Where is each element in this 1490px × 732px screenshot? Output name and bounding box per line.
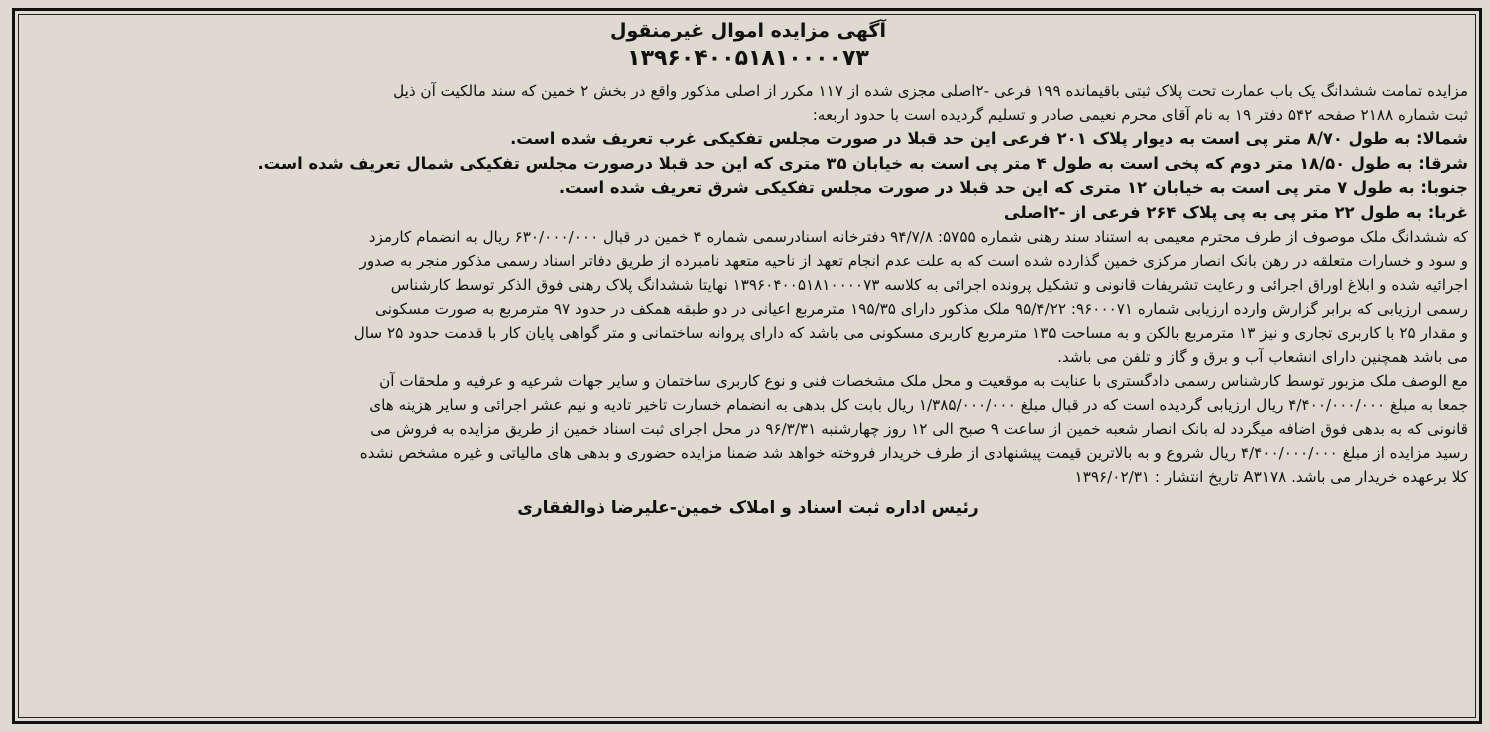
body-line: مزایده تمامت ششدانگ یک باب عمارت تحت پلاک ثبتی باقیمانده ۱۹۹ فرعی -۲اصلی مجزی شده از ۱۱۷ مکرر از اصلی مذکور واقع در بخش ۲ خمین که سند مالکیت آن ذیل	[393, 82, 1468, 100]
notice-title: آگهی مزایده اموال غیرمنقول	[610, 20, 886, 42]
body-line: و مقدار ۲۵ با کاربری تجاری و نیز ۱۳ مترمربع بالکن و به مساحت ۱۳۵ مترمربع کاربری مسکونی می باشد که دارای پروانه ساختمانی و متر گواهی پایان کار با قدمت حدود ۲۵ سال	[353, 324, 1468, 342]
body-line: قانونی که به بدهی فوق اضافه میگردد له بانک انصار شعبه خمین از ساعت ۹ صبح الی ۱۲ روز چهارشنبه ۹۶/۳/۳۱ در محل اجرای ثبت اسناد خمین از طریق مزایده به فروش می	[370, 420, 1468, 438]
body-line: و سود و خسارات متعلقه در رهن بانک انصار مرکزی خمین گذارده شده است که به علت عدم انجام تعهد از ناحیه متعهد نامبرده از طریق دفاتر اسناد رسمی مذکور منجر به صدور	[359, 252, 1468, 270]
notice-content	[28, 18, 1468, 712]
body-line: می باشد همچنین دارای انشعاب آب و برق و گاز و تلفن می باشد.	[1057, 348, 1468, 366]
body-line: اجرائیه شده و ابلاغ اوراق اجرائی و رعایت تشریفات قانونی و تشکیل پرونده اجرائی به کلاسه ۱۳۹۶۰۴۰۰۵۱۸۱۰۰۰۰۷۳ نهایتا ششدانگ پلاک رهنی فوق الذکر توسط کارشناس	[390, 276, 1468, 294]
signature: رئیس اداره ثبت اسناد و املاک خمین-علیرضا ذوالفقاری	[517, 498, 979, 518]
reference-number: ۱۳۹۶۰۴۰۰۵۱۸۱۰۰۰۰۷۳	[627, 46, 869, 71]
body-line: ثبت شماره ۲۱۸۸ صفحه ۵۴۲ دفتر ۱۹ به نام آقای محرم نعیمی صادر و تسلیم گردیده است با حدود اربعه:	[812, 106, 1468, 124]
body-line: که ششدانگ ملک موصوف از طرف محترم معیمی به استناد سند رهنی شماره ۵۷۵۵: ۹۴/۷/۸ دفترخانه اسنادرسمی شماره ۴ خمین در قبال ۶۳۰/۰۰۰/۰۰۰ ریال به انضمام کارمزد	[368, 228, 1468, 246]
publication-date-line: کلا برعهده خریدار می باشد. A۳۱۷۸ تاریخ انتشار : ۱۳۹۶/۰۲/۳۱	[1074, 468, 1468, 486]
boundary-south: جنوبا: به طول ۷ متر پی است به خیابان ۱۲ متری که این حد قبلا در صورت مجلس تفکیکی شرق تعریف شده است.	[558, 178, 1468, 197]
body-line: جمعا به مبلغ ۴/۴۰۰/۰۰۰/۰۰۰ ریال ارزیابی گردیده است که در قبال مبلغ ۱/۳۸۵/۰۰۰/۰۰۰ ریال بابت کل بدهی به انضمام خسارت تاخیر تادیه و نیم عشر اجرائی و سایر هزینه های	[369, 396, 1468, 414]
body-line: رسید مزایده از مبلغ ۴/۴۰۰/۰۰۰/۰۰۰ ریال شروع و به بالاترین قیمت پیشنهادی از طرف خریدار فروخته خواهد شد ضمنا مزایده حضوری و بدهی های مالیاتی و غیره مشخص نشده	[359, 444, 1468, 462]
boundary-west: غربا: به طول ۲۲ متر پی به پی پلاک ۲۶۴ فرعی از -۲اصلی	[1003, 202, 1468, 222]
boundary-east: شرقا: به طول ۱۸/۵۰ متر دوم که پخی است به طول ۴ متر پی است به خیابان ۳۵ متری که این حد قبلا درصورت مجلس تفکیکی شمال تعریف شده است.	[257, 153, 1468, 173]
boundary-north: شمالا: به طول ۸/۷۰ متر پی است به دیوار پلاک ۲۰۱ فرعی این حد قبلا در صورت مجلس تفکیکی غرب تعریف شده است.	[510, 129, 1468, 148]
body-line: رسمی ارزیابی که برابر گزارش وارده ارزیابی شماره ۹۶۰۰۰۷۱: ۹۵/۴/۲۲ ملک مذکور دارای ۱۹۵/۳۵ مترمربع اعیانی در دو طبقه همکف در حدود ۹۷ مترمربع به صورت مسکونی	[375, 300, 1468, 318]
body-line: مع الوصف ملک مزبور توسط کارشناس رسمی دادگستری با عنایت به موقعیت و محل ملک مشخصات فنی و نوع کاربری ساختمان و سایر جهات شرعیه و عرفیه و ملحقات آن	[379, 372, 1468, 390]
